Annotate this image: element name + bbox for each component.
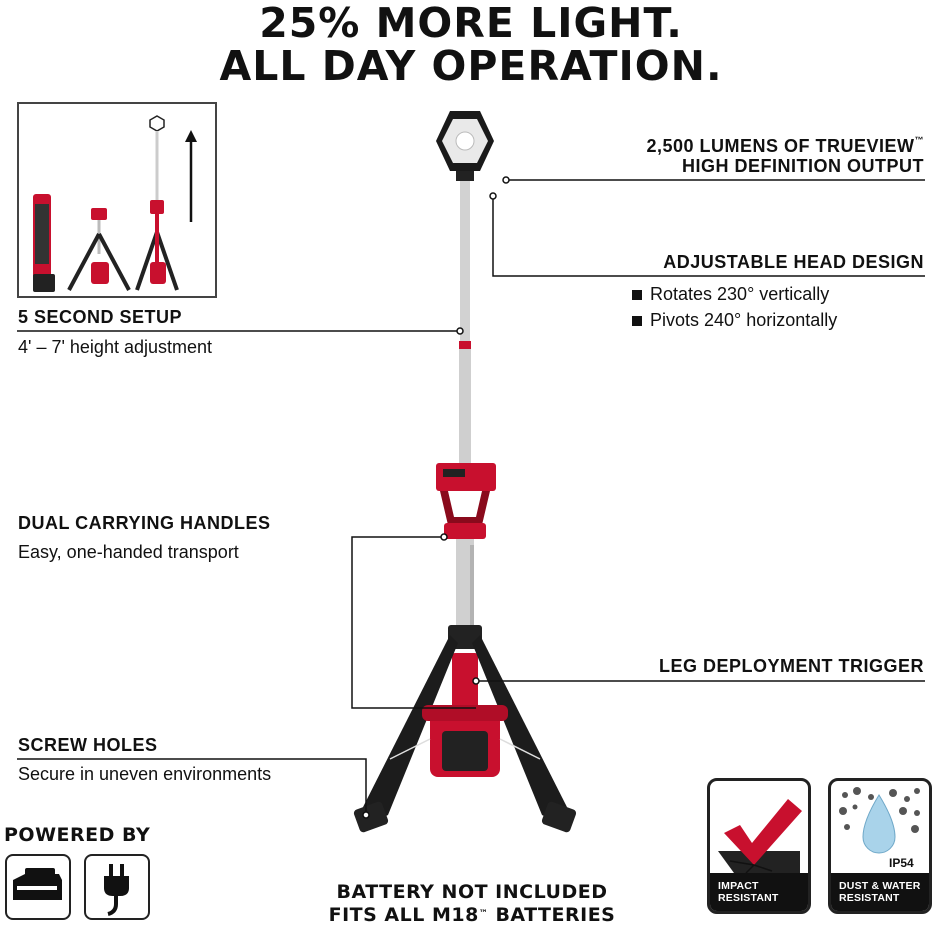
battery-note [290,881,654,927]
leg-trigger-title: LEG DEPLOYMENT TRIGGER [658,656,924,676]
setup-title: 5 SECOND SETUP [18,307,183,327]
bullet-square-icon [632,316,642,326]
impact-resistant-label: IMPACT RESISTANT [710,873,808,911]
dust-water-resistant-badge [828,778,932,914]
screw-holes-title: SCREW HOLES [18,735,158,755]
power-plug-icon [84,854,150,920]
screw-holes-subtitle: Secure in uneven environments [18,764,272,784]
bullet-square-icon [632,290,642,300]
handles-title: DUAL CARRYING HANDLES [18,513,271,533]
battery-note-line-1: BATTERY NOT INCLUDED [336,881,608,903]
powered-by-title: POWERED BY [4,824,151,846]
setup-subtitle: 4' – 7' height adjustment [18,337,213,357]
headline-line-2: ALL DAY OPERATION. [219,42,723,90]
ip-rating-label: IP54 [889,856,914,870]
lumens-title-line-1: 2,500 LUMENS OF TRUEVIEW™ [646,135,924,156]
impact-resistant-badge [707,778,811,914]
water-drop-icon [831,781,929,875]
handles-subtitle: Easy, one-handed transport [18,542,239,562]
adjustable-head-title: ADJUSTABLE HEAD DESIGN [663,252,924,272]
head-bullet-pivot: Pivots 240° horizontally [632,310,837,331]
lumens-title-line-2: HIGH DEFINITION OUTPUT [682,156,924,176]
head-bullet-rotate: Rotates 230° vertically [632,284,829,305]
dust-water-resistant-label: DUST & WATER RESISTANT [831,873,929,911]
headline-line-1: 25% MORE LIGHT. [259,0,683,47]
battery-icon [5,854,71,920]
check-icon [710,781,808,875]
battery-note-line-2: FITS ALL M18™ BATTERIES [328,904,616,926]
